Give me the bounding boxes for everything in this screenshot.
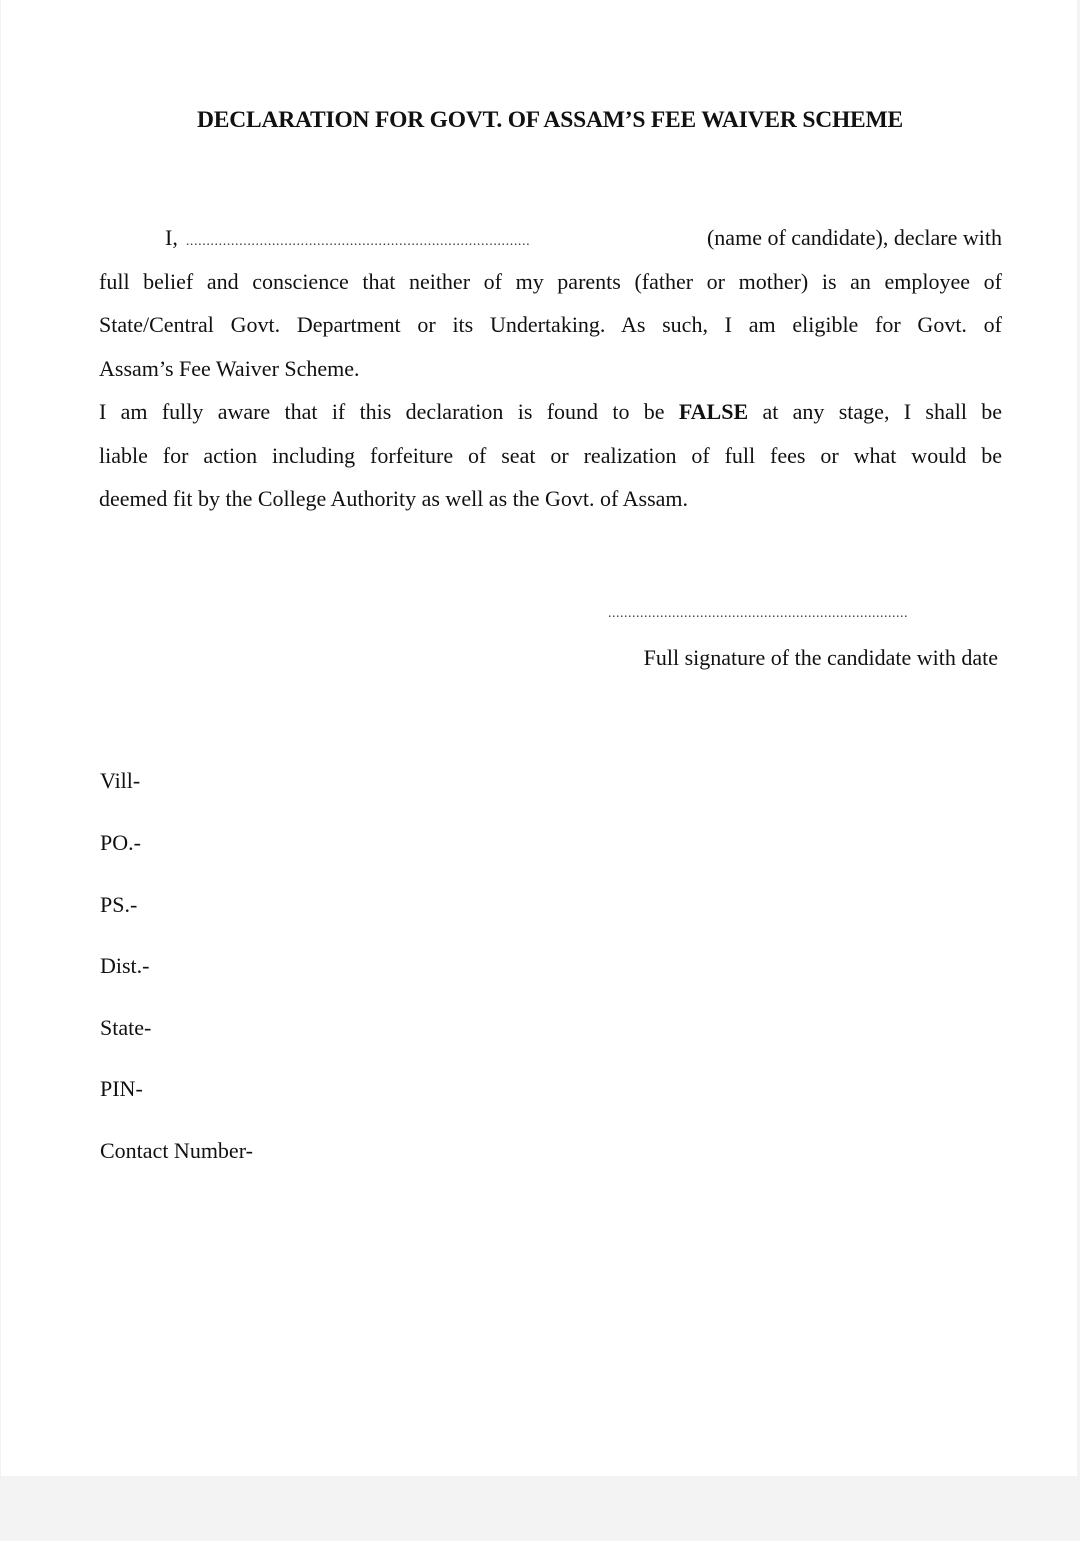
line-text: I am fully aware that if this declaration is found to be [99,399,665,424]
paragraph-line [99,390,1002,434]
pronoun-text: I, [165,225,178,250]
address-field-ps: PS.- [100,892,138,917]
paragraph-line: deemed fit by the College Authority as well as the Govt. of Assam. [99,486,689,512]
candidate-name-blank[interactable]: .................................................................................... [185,234,531,249]
address-field-state: State- [100,1015,152,1040]
document-page [1,0,1077,1476]
address-field-vill: Vill- [100,768,141,793]
address-field-po: PO.- [100,830,141,855]
paragraph-line: Assam’s Fee Waiver Scheme. [99,356,360,382]
page-title: DECLARATION FOR GOVT. OF ASSAM’S FEE WAIVER SCHEME [197,107,903,133]
address-field-dist: Dist.- [100,953,150,978]
false-emphasis: FALSE [678,399,749,424]
address-field-pin: PIN- [100,1076,143,1101]
signature-blank[interactable]: ........................................................................... [608,606,908,621]
name-line [99,216,1002,260]
paragraph-line: full belief and conscience that neither of my parents (father or mother) is an employee of [99,268,1002,294]
declaration-paragraph [99,216,1002,391]
signature-label: Full signature of the candidate with date [643,645,998,670]
name-line-tail: (name of candidate), declare with [706,225,1002,250]
paragraph-line: liable for action including forfeiture of seat or realization of full fees or what would be [99,442,1002,468]
address-field-contact-number: Contact Number- [100,1138,253,1163]
line-text: at any stage, I shall be [762,399,1003,424]
liability-paragraph [99,390,1002,521]
paragraph-line: State/Central Govt. Department or its Undertaking. As such, I am eligible for Govt. of [99,312,1002,338]
